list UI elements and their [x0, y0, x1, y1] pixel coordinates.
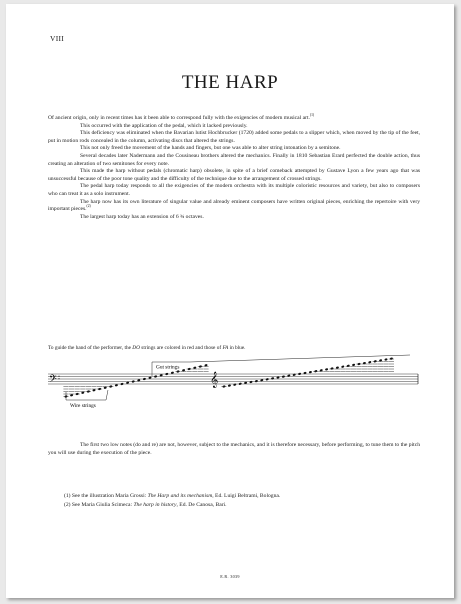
caption-text: strings are colored in red and those of [139, 345, 223, 351]
caption-text: To guide the hand of the performer, the [48, 345, 133, 351]
paragraph-text: This not only freed the movement of the hands and fingers, but one was able to alter string intonation by a semitone. [80, 145, 341, 152]
note-head [292, 373, 296, 376]
paragraph-text: Several decades later Nadermann and the Cousineau brothers altered the mechanics. Finally in 1810 Sebastian Erard perfected the double action, thus creating an alteration of two semitones for every note. [48, 152, 420, 167]
note-head [352, 363, 356, 366]
footnote-ref: (1) [309, 113, 315, 118]
note-head [131, 380, 135, 383]
note-head [143, 378, 147, 381]
paragraph-text: The largest harp today has an extension of 6 ¾ octaves. [80, 213, 204, 220]
footnote [64, 501, 424, 510]
note-head [282, 375, 286, 378]
edition-number: E.R. 3039 [220, 574, 240, 579]
note-head [341, 365, 345, 368]
paragraph [48, 153, 420, 168]
footnote [64, 492, 424, 501]
paragraph [48, 115, 420, 123]
footnote-ref: (2) [86, 204, 91, 209]
treble-clef-icon: 𝄞 [210, 372, 219, 388]
footnote-text: , Ed. Luigi Beltrami, Bologna. [212, 493, 281, 499]
paragraph [48, 168, 420, 183]
harp-range-staff [48, 354, 420, 414]
staff-lines [48, 374, 418, 384]
note-head [314, 370, 318, 373]
wire-strings-label: Wire strings [70, 403, 96, 409]
note-head [249, 381, 253, 384]
footnote-title: The harp in history [133, 502, 177, 508]
footnote-text: , Ed. De Canosa, Bari. [176, 502, 227, 508]
paragraph-text: This occurred with the application of the pedal, which it lacked previously. [80, 122, 248, 129]
paragraph-text: This made the harp without pedals (chromatic harp) obsolete, in spite of a brief comeback attempted by Gustave Lyon a few years ago that was unsuccessful because of the poor tone quality and the difficulty of the technique due to the arrangement of crossed strings. [48, 168, 420, 182]
caption-fa: FA [222, 345, 229, 351]
footnote-text: (1) See the illustration Maria Grossi: [64, 493, 148, 499]
note-head [238, 382, 242, 385]
footnote-text: (2) See Maria Giulia Scimeca: [64, 502, 134, 508]
page-title: THE HARP [181, 72, 279, 93]
paragraph [48, 145, 420, 153]
note-head [287, 374, 291, 377]
note-head [154, 375, 158, 378]
paragraph [48, 183, 420, 198]
note-head [228, 384, 232, 387]
paragraph [48, 130, 420, 145]
paragraph-text: This deficiency was eliminated when the Bavarian lutist Hochbrucker (1720) added some pedals to a slipper which, when moved by the tip of the feet, put in motion rods concealed in the column, activating discs that altered the strings. [48, 130, 420, 144]
note-head [271, 377, 275, 380]
caption-do: DO [132, 345, 140, 351]
page-number: VIII [50, 34, 65, 43]
paragraph-text: The pedal harp today responds to all the exigencies of the modern orchestra with its multiple coloristic resources and variety, but also to composers who can treat it as a solo instrument. [48, 183, 420, 197]
paragraph-text: The harp now has its own literature of singular value and already eminent composers have written original pieces, enriching the repertoire with very important pieces. [48, 198, 420, 213]
gut-strings-bracket [152, 355, 410, 376]
footnote-title: The Harp and its mechanism [147, 493, 213, 499]
note-head [336, 366, 340, 369]
note-head [298, 372, 302, 375]
note-head [390, 357, 394, 360]
note-head [233, 383, 237, 386]
paragraph [48, 214, 420, 222]
note-head [346, 364, 350, 367]
note-head [325, 368, 329, 371]
gut-strings-label: Gut strings [156, 364, 180, 371]
footnotes [64, 492, 424, 510]
note-head [384, 358, 388, 361]
note-head [265, 378, 269, 381]
paragraph [48, 199, 420, 214]
note-head [165, 373, 169, 376]
note-heads [63, 357, 394, 398]
note-head [330, 367, 334, 370]
body-text [48, 115, 420, 221]
paragraph-text: Of ancient origin, only in recent times has it been able to correspond fully with the exigencies of modern musical art. [48, 115, 310, 121]
bass-clef-icon: 𝄢 [49, 373, 57, 387]
note-head [368, 361, 372, 364]
note-head [309, 371, 313, 374]
score-page [6, 4, 454, 598]
color-guide-caption [48, 345, 428, 352]
caption-text: in blue. [228, 345, 246, 351]
note-head [255, 380, 259, 383]
note-head [120, 383, 124, 386]
tuning-paragraph: The first two low notes (do and re) are not, however, subject to the mechanics, and it is therefore necessary, before performing, to tune them to the pitch you will use during the execution of the piece. [48, 442, 420, 456]
